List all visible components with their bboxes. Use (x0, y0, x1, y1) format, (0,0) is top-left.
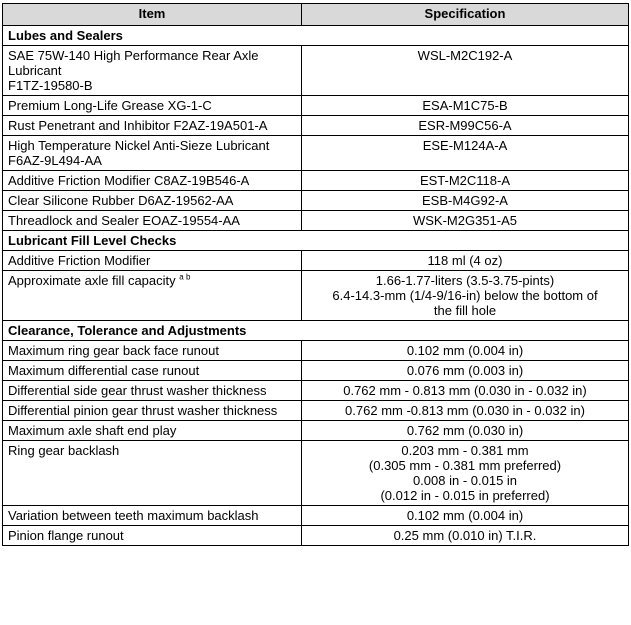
item-text (8, 508, 296, 523)
specification-cell (302, 211, 629, 231)
item-text-value: Pinion flange runout (8, 528, 124, 543)
column-header-item: Item (3, 4, 302, 26)
specification-text: 0.102 mm (0.004 in) (406, 343, 524, 358)
table-row (3, 421, 629, 441)
specification-text: 0.203 mm - 0.381 mm (401, 443, 529, 458)
item-text (8, 363, 296, 378)
specification-cell (302, 171, 629, 191)
item-text (8, 343, 296, 358)
specification-text: 0.076 mm (0.003 in) (406, 363, 524, 378)
specification-text: 0.762 mm (0.030 in) (406, 423, 524, 438)
table-row (3, 191, 629, 211)
specification-text: ESR-M99C56-A (418, 118, 512, 133)
item-text-value: Approximate axle fill capacity (8, 273, 176, 288)
item-text (8, 193, 296, 208)
item-cell (3, 251, 302, 271)
specification-text: (0.012 in - 0.015 in preferred) (380, 488, 550, 503)
item-text-value: Rust Penetrant and Inhibitor F2AZ-19A501-A (8, 118, 268, 133)
item-cell (3, 96, 302, 116)
item-cell (3, 136, 302, 171)
item-text (8, 213, 296, 228)
item-text (8, 403, 296, 418)
item-text (8, 63, 296, 78)
item-cell (3, 116, 302, 136)
item-text-value: Additive Friction Modifier (8, 253, 151, 268)
item-text (8, 273, 296, 288)
item-cell (3, 271, 302, 321)
specification-table (2, 3, 629, 546)
table-row (3, 381, 629, 401)
item-text (8, 443, 296, 458)
section-title: Clearance, Tolerance and Adjustments (3, 321, 629, 341)
item-cell (3, 191, 302, 211)
specification-text: 118 ml (4 oz) (427, 253, 503, 268)
specification-text: WSK-M2G351-A5 (412, 213, 518, 228)
specification-cell (302, 271, 629, 321)
specification-text: 0.762 mm -0.813 mm (0.030 in - 0.032 in) (345, 403, 585, 418)
table-header-row (3, 4, 629, 26)
item-text-value: Maximum axle shaft end play (8, 423, 177, 438)
specification-text: 0.25 mm (0.010 in) T.I.R. (393, 528, 537, 543)
item-cell (3, 341, 302, 361)
table-row (3, 136, 629, 171)
specification-cell (302, 506, 629, 526)
item-text-value: Differential side gear thrust washer thickness (8, 383, 267, 398)
table-row (3, 211, 629, 231)
item-text-value: Differential pinion gear thrust washer thickness (8, 403, 278, 418)
specification-cell (302, 526, 629, 546)
table-row (3, 171, 629, 191)
specification-text: WSL-M2C192-A (417, 48, 513, 63)
item-text (8, 118, 296, 133)
item-cell (3, 46, 302, 96)
section-row (3, 231, 629, 251)
item-cell (3, 506, 302, 526)
table-row (3, 46, 629, 96)
item-text (8, 98, 296, 113)
specification-text: ESB-M4G92-A (422, 193, 508, 208)
item-text-value: Additive Friction Modifier C8AZ-19B546-A (8, 173, 250, 188)
item-cell (3, 361, 302, 381)
section-title: Lubricant Fill Level Checks (3, 231, 629, 251)
specification-cell (302, 341, 629, 361)
table-row (3, 506, 629, 526)
table-row (3, 441, 629, 506)
item-cell (3, 401, 302, 421)
item-text-value: Clear Silicone Rubber D6AZ-19562-AA (8, 193, 234, 208)
specification-text: EST-M2C118-A (419, 173, 511, 188)
specification-text: 0.102 mm (0.004 in) (406, 508, 524, 523)
table-row (3, 271, 629, 321)
item-text-value: Premium Long-Life Grease XG-1-C (8, 98, 212, 113)
item-text-value: Variation between teeth maximum backlash (8, 508, 259, 523)
specification-text: the fill hole (433, 303, 497, 318)
column-header-specification: Specification (302, 4, 629, 26)
specification-text: ESA-M1C75-B (422, 98, 508, 113)
specification-cell (302, 361, 629, 381)
item-text (8, 253, 296, 268)
item-text (8, 528, 296, 543)
table-row (3, 341, 629, 361)
table-row (3, 116, 629, 136)
specification-text: ESE-M124A-A (422, 138, 508, 153)
section-row (3, 26, 629, 46)
item-text (8, 78, 296, 93)
item-text-value: Maximum differential case runout (8, 363, 200, 378)
specification-cell (302, 96, 629, 116)
table-row (3, 96, 629, 116)
specification-cell (302, 381, 629, 401)
item-text (8, 383, 296, 398)
table-row (3, 401, 629, 421)
item-text (8, 138, 296, 153)
item-text (8, 48, 296, 63)
specification-cell (302, 401, 629, 421)
table-row (3, 361, 629, 381)
item-text-value: Ring gear backlash (8, 443, 120, 458)
item-text-value: Lubricant (8, 63, 62, 78)
specification-text: 0.008 in - 0.015 in (412, 473, 518, 488)
specification-text: 0.762 mm - 0.813 mm (0.030 in - 0.032 in) (343, 383, 587, 398)
specification-text: (0.305 mm - 0.381 mm preferred) (368, 458, 562, 473)
item-cell (3, 526, 302, 546)
item-text-value: F1TZ-19580-B (8, 78, 93, 93)
table-body (3, 26, 629, 546)
specification-cell (302, 136, 629, 171)
item-text-value: High Temperature Nickel Anti-Sieze Lubricant (8, 138, 270, 153)
section-title: Lubes and Sealers (3, 26, 629, 46)
item-text (8, 153, 296, 168)
item-cell (3, 171, 302, 191)
item-cell (3, 441, 302, 506)
specification-cell (302, 421, 629, 441)
table-row (3, 251, 629, 271)
specification-cell (302, 251, 629, 271)
footnote-reference: a b (179, 272, 191, 282)
specification-text: 1.66-1.77-liters (3.5-3.75-pints) (375, 273, 555, 288)
item-cell (3, 421, 302, 441)
specification-cell (302, 191, 629, 211)
specification-cell (302, 46, 629, 96)
specification-cell (302, 116, 629, 136)
table-row (3, 526, 629, 546)
item-text-value: SAE 75W-140 High Performance Rear Axle (8, 48, 259, 63)
item-cell (3, 211, 302, 231)
specification-text: 6.4-14.3-mm (1/4-9/16-in) below the bottom of (332, 288, 598, 303)
item-cell (3, 381, 302, 401)
item-text (8, 423, 296, 438)
item-text-value: Maximum ring gear back face runout (8, 343, 219, 358)
item-text-value: F6AZ-9L494-AA (8, 153, 102, 168)
item-text-value: Threadlock and Sealer EOAZ-19554-AA (8, 213, 240, 228)
item-text (8, 173, 296, 188)
specification-cell (302, 441, 629, 506)
section-row (3, 321, 629, 341)
